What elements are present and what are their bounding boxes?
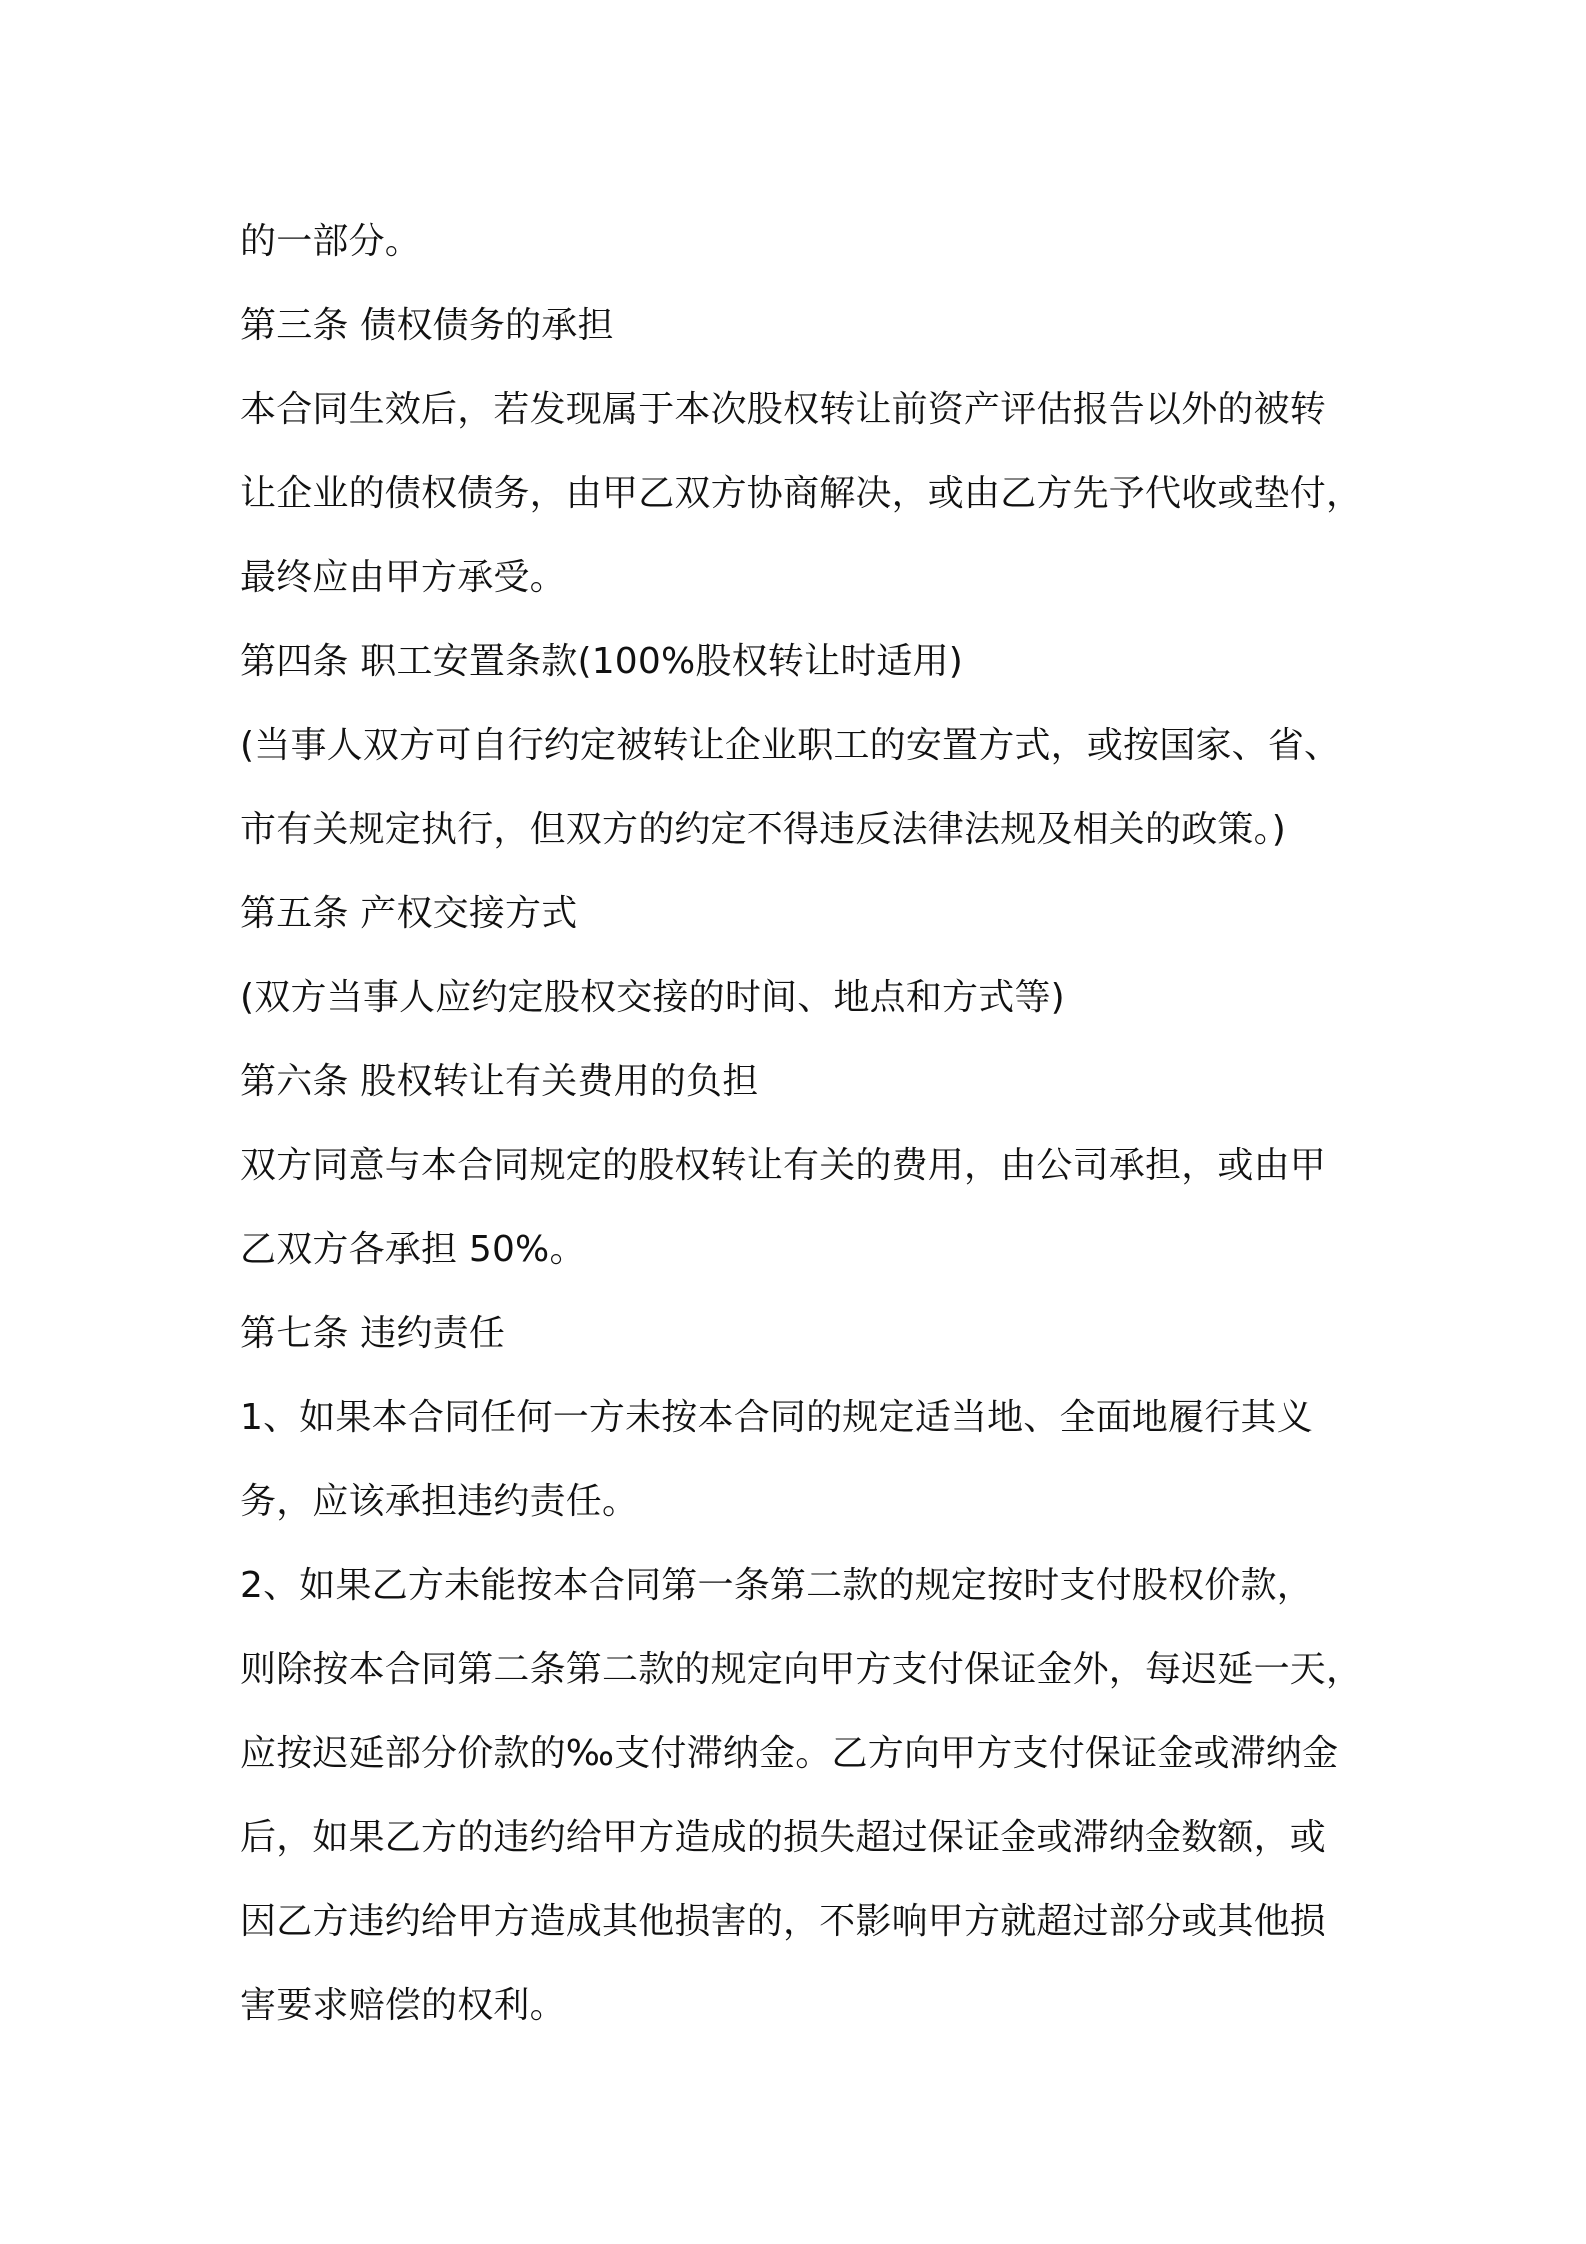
paragraph-line: 应按迟延部分价款的‰支付滞纳金。乙方向甲方支付保证金或滞纳金 (240, 1733, 1339, 1774)
article-heading: 第三条 债权债务的承担 (240, 305, 614, 346)
paragraph-line: 双方同意与本合同规定的股权转让有关的费用，由公司承担，或由甲 (240, 1145, 1327, 1186)
paragraph-line: 2、如果乙方未能按本合同第一条第二款的规定按时支付股权价款， (240, 1565, 1313, 1606)
article-heading: 第五条 产权交接方式 (240, 893, 578, 934)
paragraph-line: 害要求赔偿的权利。 (240, 1985, 566, 2026)
paragraph-line: (当事人双方可自行约定被转让企业职工的安置方式，或按国家、省、 (240, 725, 1341, 766)
paragraph-line: 则除按本合同第二条第二款的规定向甲方支付保证金外，每迟延一天， (240, 1649, 1363, 1690)
paragraph-line: 乙双方各承担 50%。 (240, 1229, 586, 1270)
paragraph-line: 1、如果本合同任何一方未按本合同的规定适当地、全面地履行其义 (240, 1397, 1313, 1438)
article-heading: 第四条 职工安置条款(100%股权转让时适用) (240, 641, 964, 682)
paragraph-line: 后，如果乙方的违约给甲方造成的损失超过保证金或滞纳金数额，或 (240, 1817, 1327, 1858)
article-heading: 第七条 违约责任 (240, 1313, 506, 1354)
paragraph-line: (双方当事人应约定股权交接的时间、地点和方式等) (240, 977, 1065, 1018)
paragraph-line: 的一部分。 (240, 221, 422, 262)
paragraph-line: 本合同生效后，若发现属于本次股权转让前资产评估报告以外的被转 (240, 389, 1327, 430)
paragraph-line: 市有关规定执行，但双方的约定不得违反法律法规及相关的政策。) (240, 809, 1287, 850)
paragraph-line: 因乙方违约给甲方造成其他损害的，不影响甲方就超过部分或其他损 (240, 1901, 1327, 1942)
article-heading: 第六条 股权转让有关费用的负担 (240, 1061, 759, 1102)
document-body (240, 200, 1363, 2048)
paragraph-line: 最终应由甲方承受。 (240, 557, 566, 598)
paragraph-line: 务，应该承担违约责任。 (240, 1481, 639, 1522)
paragraph-line: 让企业的债权债务，由甲乙双方协商解决，或由乙方先予代收或垫付， (240, 473, 1363, 514)
